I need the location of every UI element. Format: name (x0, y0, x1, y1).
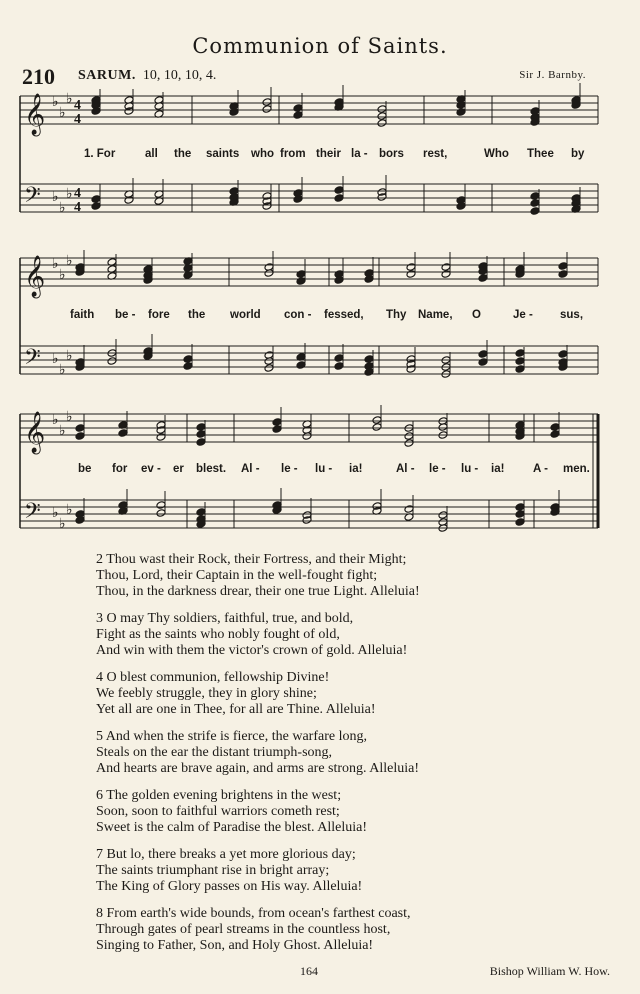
svg-text:♭: ♭ (52, 413, 59, 428)
page-number: 164 (300, 964, 318, 978)
svg-text:♭: ♭ (66, 410, 73, 425)
svg-text:𝄞: 𝄞 (24, 256, 46, 297)
svg-text:♭: ♭ (59, 424, 66, 439)
lyric-line-2 (14, 309, 604, 325)
verse-line: 2 Thou wast their Rock, their Fortress, and their Might; (96, 552, 407, 567)
lyric-syllable: fore (148, 309, 170, 321)
svg-text:♭: ♭ (66, 349, 73, 364)
svg-text:𝄞: 𝄞 (24, 412, 46, 453)
lyric-syllable: con - (284, 309, 312, 321)
lyric-syllable: faith (70, 309, 95, 321)
lyric-syllable: the (174, 148, 192, 160)
svg-text:♭: ♭ (52, 95, 59, 110)
svg-text:♭: ♭ (66, 503, 73, 518)
verse-line: Singing to Father, Son, and Holy Ghost. Alleluia! (96, 938, 374, 953)
composer: Sir J. Barnby. (519, 69, 586, 81)
tune-info (78, 68, 216, 84)
verse-line: Soon, soon to faithful warriors cometh rest; (96, 804, 340, 819)
lyric-syllable: who (251, 148, 274, 160)
lyric-syllable: their (316, 148, 341, 160)
verse-line: 6 The golden evening brightens in the west; (96, 788, 342, 803)
verse-line: 3 O may Thy soldiers, faithful, true, and bold, (96, 611, 354, 626)
svg-text:𝄢: 𝄢 (24, 183, 41, 213)
lyric-line-1 (14, 148, 604, 164)
svg-text:𝄞: 𝄞 (24, 94, 46, 135)
lyric-syllable: for (112, 463, 128, 475)
verse-line: And hearts are brave again, and arms are strong. Alleluia! (96, 761, 420, 776)
music-system-2 (14, 252, 604, 392)
lyric-syllable: A - (533, 463, 548, 475)
verse-5 (96, 729, 616, 777)
verse-line: Thou, in the darkness drear, their one true Light. Alleluia! (96, 584, 420, 599)
svg-text:♭: ♭ (52, 190, 59, 205)
lyric-syllable: la - (351, 148, 368, 160)
svg-text:♭: ♭ (66, 92, 73, 107)
lyric-syllable: lu - (315, 463, 333, 475)
lyric-syllable: from (280, 148, 306, 160)
verse-line: 8 From earth's wide bounds, from ocean's farthest coast, (96, 906, 411, 921)
lyric-syllable: by (571, 148, 585, 160)
verse-line: Thou, Lord, their Captain in the well-fought fight; (96, 568, 378, 583)
verse-line: Steals on the ear the distant triumph-song, (96, 745, 333, 760)
lyric-syllable: blest. (196, 463, 227, 475)
lyric-syllable: le - (429, 463, 446, 475)
verse-7 (96, 847, 616, 895)
svg-text:♭: ♭ (59, 268, 66, 283)
svg-text:4: 4 (74, 112, 81, 127)
svg-text:♭: ♭ (52, 506, 59, 521)
svg-text:♭: ♭ (52, 352, 59, 367)
lyric-syllable: the (188, 309, 206, 321)
music-score-3 (14, 410, 604, 550)
lyric-syllable: er (173, 463, 184, 475)
lyric-syllable: be - (115, 309, 136, 321)
svg-text:♭: ♭ (59, 201, 66, 216)
svg-text:♭: ♭ (66, 254, 73, 269)
verse-line: The King of Glory passes on His way. Alleluia! (96, 879, 363, 894)
svg-text:𝄢: 𝄢 (24, 499, 41, 529)
svg-text:♭: ♭ (59, 106, 66, 121)
lyric-syllable: fessed, (324, 309, 364, 321)
lyric-syllable: Je - (513, 309, 533, 321)
svg-text:♭: ♭ (59, 517, 66, 532)
lyric-syllable: O (472, 309, 481, 321)
lyric-syllable: men. (563, 463, 590, 475)
svg-text:4: 4 (74, 200, 81, 215)
verse-8 (96, 906, 616, 954)
verse-line: And win with them the victor's crown of gold. Alleluia! (96, 643, 408, 658)
additional-verses (96, 552, 616, 965)
verse-line: Fight as the saints who nobly fought of old, (96, 627, 340, 642)
hymn-number: 210 (22, 64, 55, 89)
lyric-syllable: Name, (418, 309, 453, 321)
tune-name: SARUM. (78, 68, 136, 83)
verse-line: Yet all are one in Thee, for all are Thine. Alleluia! (96, 702, 376, 717)
lyric-syllable: Al - (396, 463, 415, 475)
svg-text:4: 4 (74, 98, 81, 113)
verse-2 (96, 552, 616, 600)
author-credit: Bishop William W. How. (489, 964, 610, 978)
verse-line: 7 But lo, there breaks a yet more glorious day; (96, 847, 356, 862)
lyric-syllable: all (145, 148, 158, 160)
lyric-syllable: lu - (461, 463, 479, 475)
verse-line: 4 O blest communion, fellowship Divine! (96, 670, 330, 685)
svg-text:𝄢: 𝄢 (24, 345, 41, 375)
lyric-syllable: ia! (349, 463, 363, 475)
hymn-title: Communion of Saints. (192, 34, 448, 58)
svg-text:4: 4 (74, 186, 81, 201)
lyric-syllable: saints (206, 148, 240, 160)
music-system-1 (14, 90, 604, 230)
svg-text:♭: ♭ (59, 363, 66, 378)
lyric-syllable: be (78, 463, 92, 475)
lyric-syllable: world (230, 309, 261, 321)
lyric-line-3 (14, 463, 604, 479)
lyric-syllable: bors (379, 148, 404, 160)
svg-text:♭: ♭ (66, 187, 73, 202)
lyric-syllable: ia! (491, 463, 505, 475)
lyric-syllable: ev - (141, 463, 161, 475)
lyric-syllable: le - (281, 463, 298, 475)
music-system-3 (14, 410, 604, 550)
lyric-syllable: sus, (560, 309, 584, 321)
svg-text:♭: ♭ (52, 257, 59, 272)
verse-6 (96, 788, 616, 836)
lyric-syllable: rest, (423, 148, 448, 160)
verse-3 (96, 611, 616, 659)
lyric-syllable: Thee (527, 148, 554, 160)
verse-line: Sweet is the calm of Paradise the blest. Alleluia! (96, 820, 367, 835)
verse-line: The saints triumphant rise in bright array; (96, 863, 330, 878)
lyric-syllable: Thy (386, 309, 407, 321)
lyric-syllable: Who (484, 148, 509, 160)
verse-line: 5 And when the strife is fierce, the warfare long, (96, 729, 367, 744)
meter: 10, 10, 10, 4. (142, 68, 217, 83)
lyric-syllable: 1. For (84, 148, 116, 160)
lyric-syllable: Al - (241, 463, 260, 475)
verse-line: We feebly struggle, they in glory shine; (96, 686, 317, 701)
verse-line: Through gates of pearl streams in the countless host, (96, 922, 391, 937)
verse-4 (96, 670, 616, 718)
